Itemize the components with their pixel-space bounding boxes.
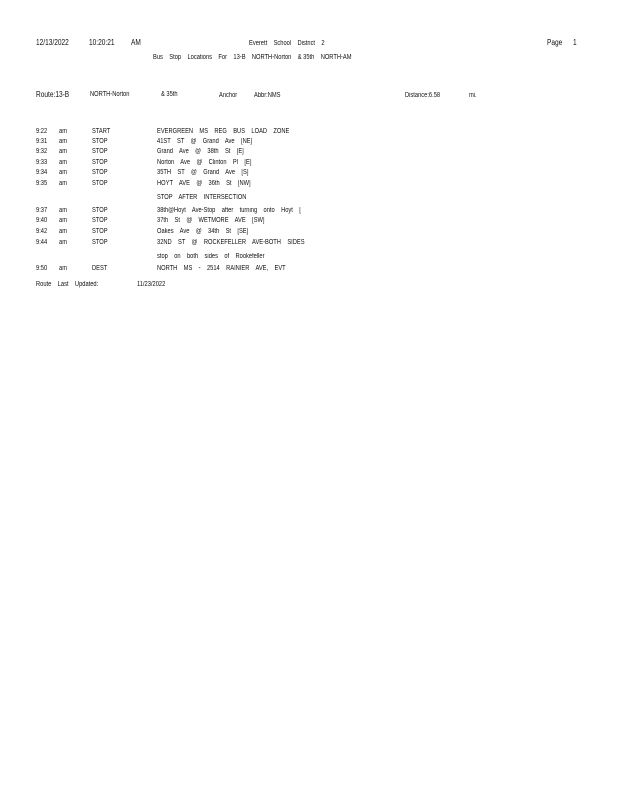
stop-time: 9:42 <box>36 228 48 235</box>
stop-location: Norton Ave @ Clinton Pl [E] <box>157 159 252 166</box>
stop-time: 9:33 <box>36 159 48 166</box>
stop-ampm: am <box>59 207 67 214</box>
stop-ampm: am <box>59 159 67 166</box>
stop-time: 9:40 <box>36 217 48 224</box>
stop-time: 9:35 <box>36 180 48 187</box>
stop-time: 9:32 <box>36 148 48 155</box>
stop-location: 41ST ST @ Grand Ave [NE] <box>157 138 253 145</box>
report-time: 10:20:21 <box>89 38 115 47</box>
stop-time: 9:37 <box>36 207 48 214</box>
distance-unit: mi. <box>469 92 477 99</box>
stop-location: 35TH ST @ Grand Ave [S] <box>157 169 249 176</box>
page-label: Page <box>547 38 563 47</box>
stop-location: STOP AFTER INTERSECTION <box>157 194 247 201</box>
stop-ampm: am <box>59 228 67 235</box>
report-date: 12/13/2022 <box>36 38 69 47</box>
stop-ampm: am <box>59 217 67 224</box>
abbr-label: Abbr:NMS <box>254 92 281 99</box>
stop-ampm: am <box>59 265 67 272</box>
stop-type: STOP <box>92 239 108 246</box>
stop-location: 37th St @ WETMORE AVE [SW] <box>157 217 265 224</box>
stop-location: 38th@Hoyt Ave-Stop after turning onto Hoyt [ <box>157 207 301 214</box>
stop-location: 32ND ST @ ROCKEFELLER AVE-BOTH SIDES <box>157 239 305 246</box>
stop-type: STOP <box>92 207 108 214</box>
stop-type: START <box>92 128 111 135</box>
stop-time: 9:31 <box>36 138 48 145</box>
stop-location: EVERGREEN MS REG BUS LOAD ZONE <box>157 128 290 135</box>
stop-location: stop on both sides of Rookefeller <box>157 253 265 260</box>
report-ampm: AM <box>131 38 141 47</box>
route-cross-street: & 35th <box>161 91 178 98</box>
route-name: NORTH-Norton <box>90 91 130 98</box>
stop-type: STOP <box>92 169 108 176</box>
district-name: Everett School District 2 <box>249 40 325 47</box>
stop-type: STOP <box>92 148 108 155</box>
stop-type: STOP <box>92 180 108 187</box>
stop-type: STOP <box>92 217 108 224</box>
stop-ampm: am <box>59 128 67 135</box>
stop-time: 9:44 <box>36 239 48 246</box>
stop-ampm: am <box>59 239 67 246</box>
stop-type: STOP <box>92 138 108 145</box>
stop-type: STOP <box>92 228 108 235</box>
stop-location: Oakes Ave @ 34th St [SE] <box>157 228 249 235</box>
page-number: 1 <box>573 38 577 47</box>
stop-time: 9:22 <box>36 128 48 135</box>
stop-time: 9:34 <box>36 169 48 176</box>
route-label: Route:13-B <box>36 90 70 99</box>
report-subtitle: Bus Stop Locations For 13-B NORTH-Norton & 35th NORTH-AM <box>153 54 352 61</box>
stop-location: HOYT AVE @ 36th St [NW] <box>157 180 251 187</box>
stop-time: 9:50 <box>36 265 48 272</box>
distance-label: Distance:6.58 <box>405 92 441 99</box>
last-updated-date: 11/23/2022 <box>137 281 166 288</box>
last-updated-label: Route Last Updated: <box>36 281 99 288</box>
stop-type: DEST <box>92 265 108 272</box>
anchor-label: Anchor <box>219 92 238 99</box>
stop-ampm: am <box>59 148 67 155</box>
stop-ampm: am <box>59 138 67 145</box>
stop-location: Grand Ave @ 38th St [E] <box>157 148 244 155</box>
stop-type: STOP <box>92 159 108 166</box>
stop-ampm: am <box>59 180 67 187</box>
stop-ampm: am <box>59 169 67 176</box>
stop-location: NORTH MS - 2514 RAINIER AVE, EVT <box>157 265 286 272</box>
